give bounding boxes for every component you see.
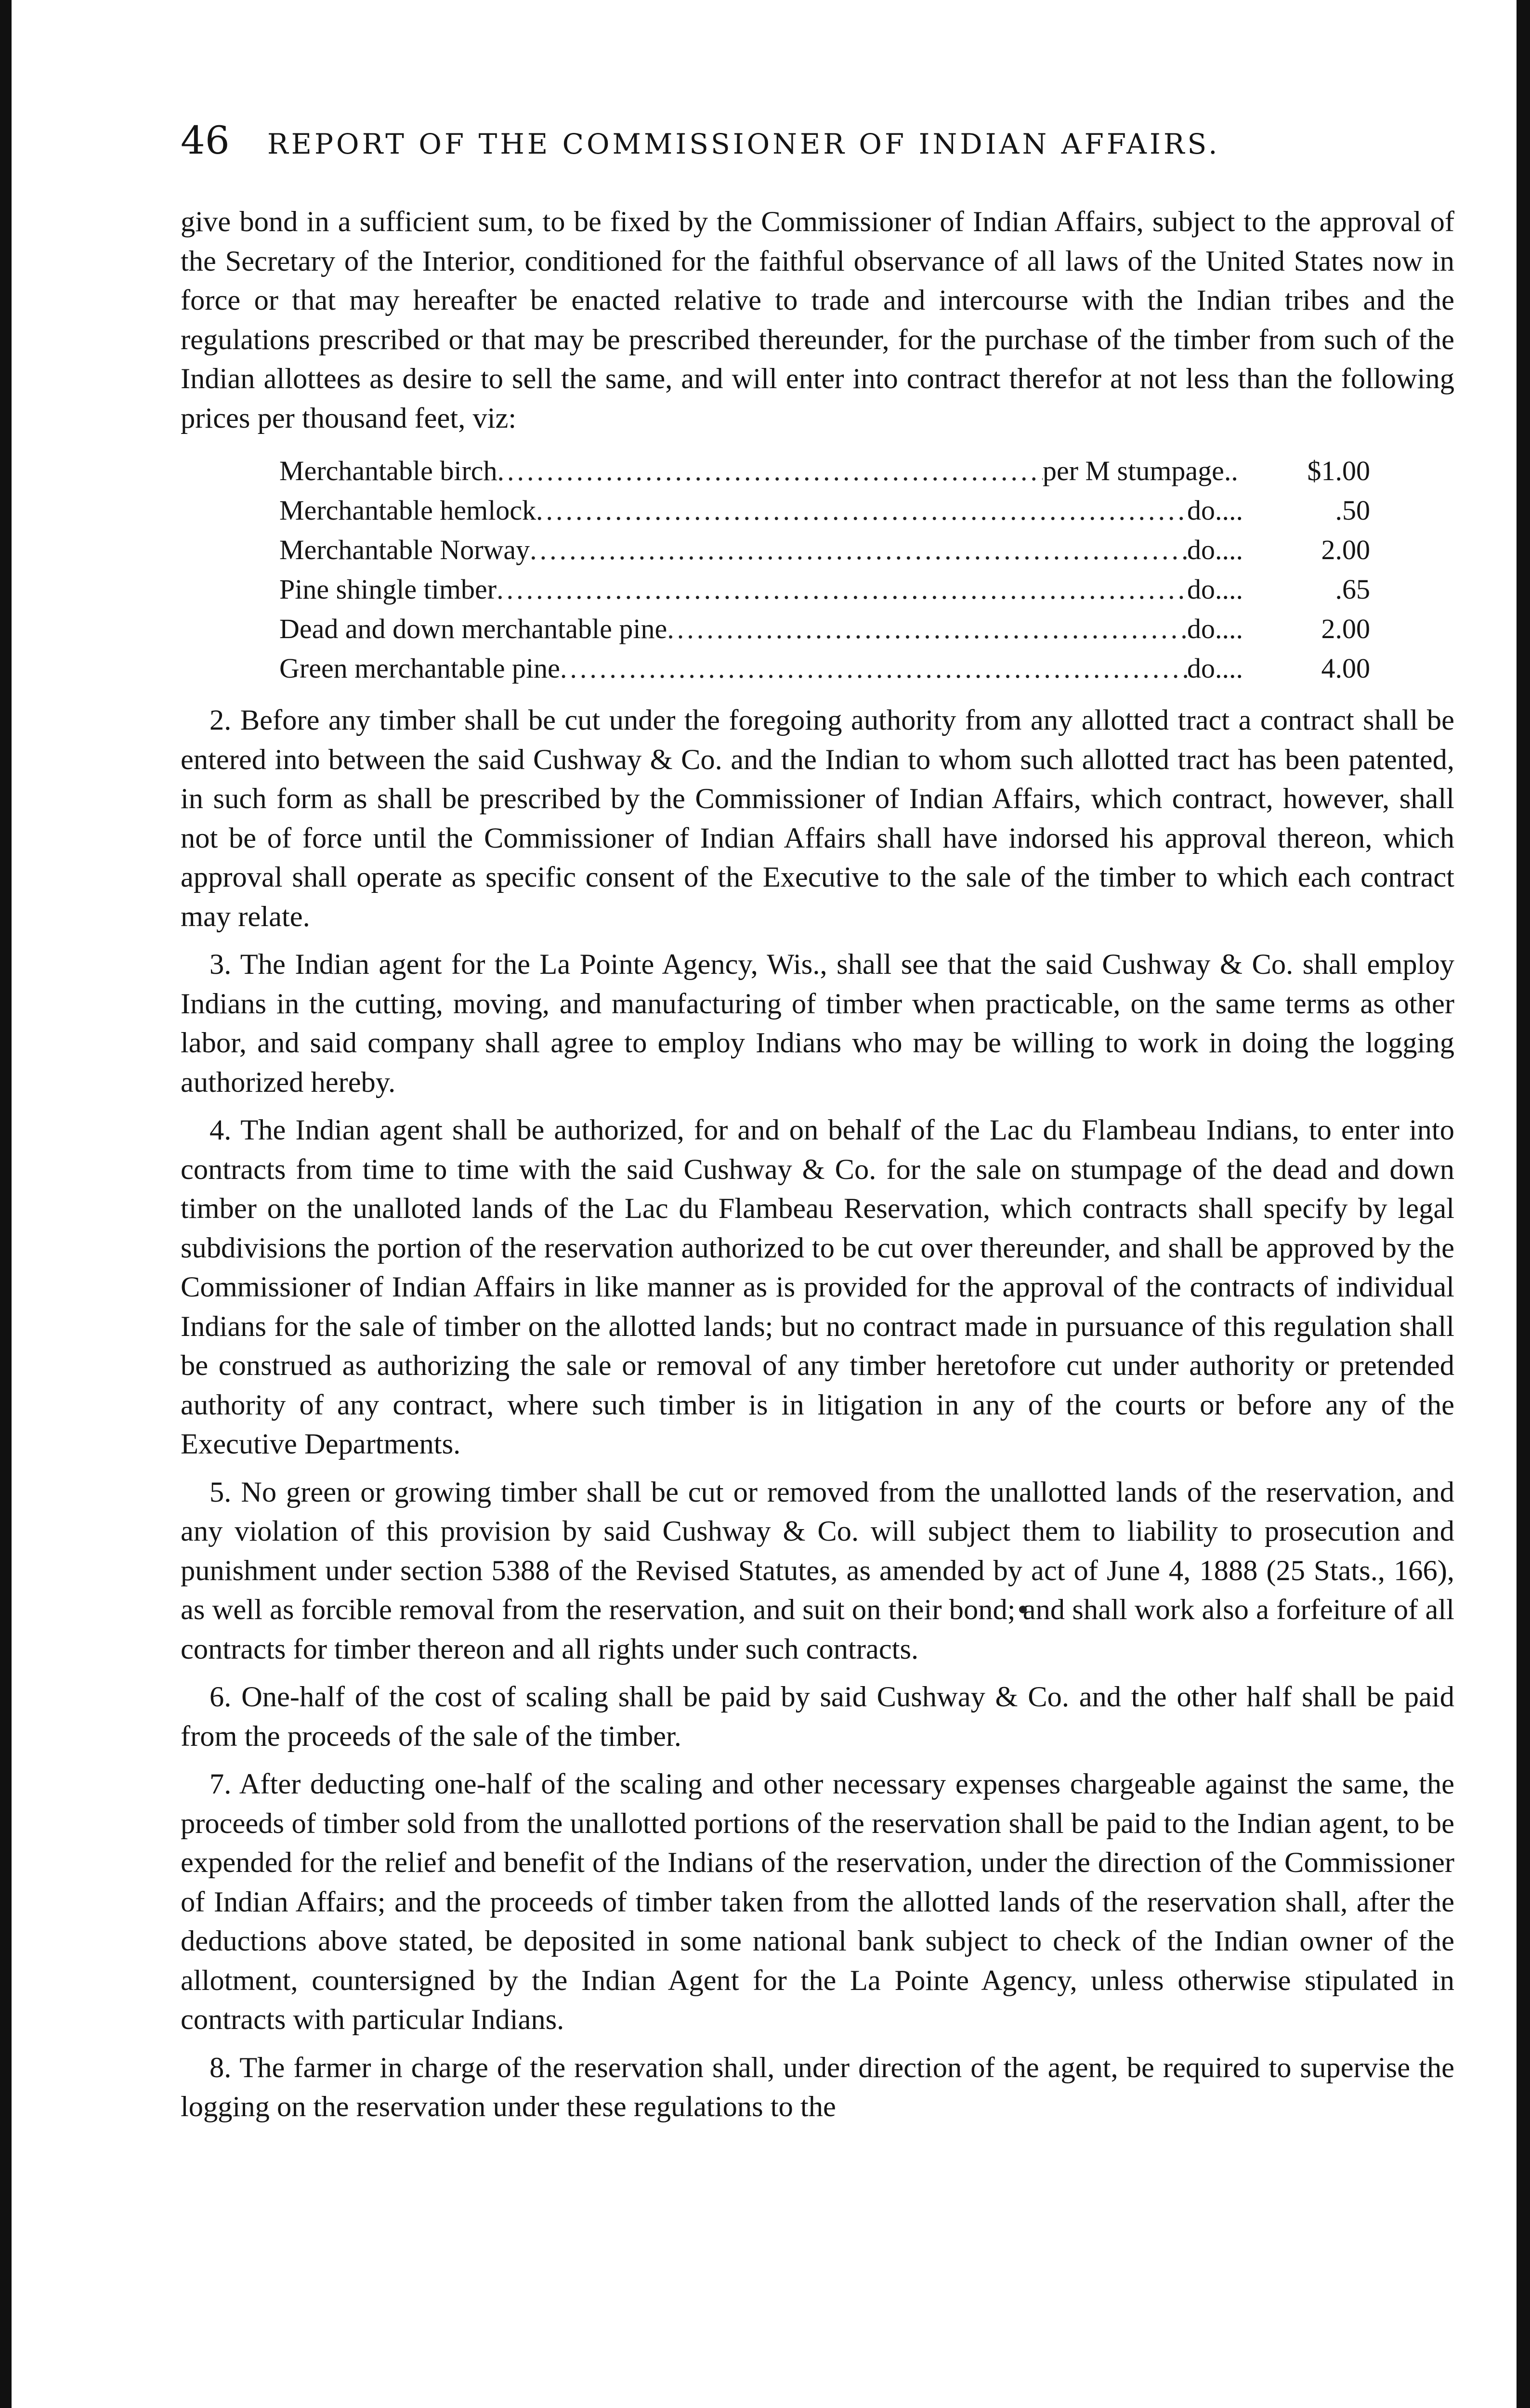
price-unit: per M stumpage.. xyxy=(1043,455,1238,486)
price-value: .50 xyxy=(1335,495,1370,526)
price-row xyxy=(279,451,1370,491)
dot-leader xyxy=(530,530,1187,570)
scan-edge-right xyxy=(1517,0,1530,2408)
paragraph-6: 6. One-half of the cost of scaling shall be paid by said Cushway & Co. and the other half shall be paid from the proceeds of the sale of the timber. xyxy=(181,1681,1454,1753)
price-value: 2.00 xyxy=(1321,613,1370,644)
price-row xyxy=(279,609,1370,649)
price-item: Pine shingle timber xyxy=(279,574,497,605)
page-header xyxy=(181,118,1457,166)
price-unit: do.... xyxy=(1187,495,1243,526)
price-unit: do.... xyxy=(1187,574,1243,605)
paragraph-3: 3. The Indian agent for the La Pointe Agency, Wis., shall see that the said Cushway & Co. shall employ Indians in the cutting, moving, and manufacturing of timber when practicable, on the same terms as other labor, and said company shall agree to employ Indians who may be willing to work in doing the logging authorized hereby. xyxy=(181,948,1454,1099)
dot-leader xyxy=(497,451,1043,491)
price-item: Dead and down merchantable pine xyxy=(279,613,667,644)
page-number: 46 xyxy=(181,118,230,163)
price-row xyxy=(279,491,1370,530)
price-row xyxy=(279,649,1370,688)
intro-paragraph: give bond in a sufficient sum, to be fixed by the Commissioner of Indian Affairs, subject to the approval of the Secretary of the Interior, conditioned for the faithful observance of all laws of the United States now in force or that may hereafter be enacted relative to trade and intercourse with the Indian tribes and the regulations prescribed or that may be prescribed thereunder, for the purchase of the timber from such of the Indian allottees as desire to sell the same, and will enter into contract therefor at not less than the following prices per thousand feet, viz: xyxy=(181,206,1454,434)
paragraph-8: 8. The farmer in charge of the reservation shall, under direction of the agent, be required to supervise the logging on the reservation under these regulations to the xyxy=(181,2051,1454,2123)
price-unit: do.... xyxy=(1187,653,1243,684)
scan-edge-left xyxy=(0,0,12,2408)
price-unit: do.... xyxy=(1187,613,1243,644)
price-value: $1.00 xyxy=(1307,455,1370,486)
price-item: Merchantable Norway xyxy=(279,534,530,565)
price-value: 2.00 xyxy=(1321,534,1370,565)
paragraph-7: 7. After deducting one-half of the scaling and other necessary expenses chargeable against the same, the proceeds of timber sold from the unallotted portions of the reservation shall be paid to the Indian agent, to be expended for the relief and benefit of the Indians of the reservation, under the direction of the Commissioner of Indian Affairs; and the proceeds of timber taken from the allotted lands of the reservation shall, after the deductions above stated, be deposited in some national bank subject to check of the Indian owner of the allotment, countersigned by the Indian Agent for the La Pointe Agency, unless otherwise stipulated in contracts with particular Indians. xyxy=(181,1768,1454,2036)
price-value: .65 xyxy=(1335,574,1370,605)
running-head: REPORT OF THE COMMISSIONER OF INDIAN AFFAIRS. xyxy=(267,128,1220,160)
price-row xyxy=(279,530,1370,570)
price-value: 4.00 xyxy=(1321,653,1370,684)
paragraph-2: 2. Before any timber shall be cut under the foregoing authority from any allotted tract a contract shall be entered into between the said Cushway & Co. and the Indian to whom such allotted tract has been patented, in such form as shall be prescribed by the Commissioner of Indian Affairs, which contract, however, shall not be of force until the Commissioner of Indian Affairs shall have indorsed his approval thereon, which approval shall operate as specific consent of the Executive to the sale of the timber to which each contract may relate. xyxy=(181,704,1454,933)
price-unit: do.... xyxy=(1187,534,1243,565)
paragraph-4: 4. The Indian agent shall be authorized, for and on behalf of the Lac du Flambeau Indians, to enter into contracts from time to time with the said Cushway & Co. for the sale on stumpage of the dead and down timber on the unalloted lands of the Lac du Flambeau Reservation, which contracts shall specify by legal subdivisions the portion of the reservation authorized to be cut over thereunder, and shall be approved by the Commissioner of Indian Affairs in like manner as is provided for the approval of the contracts of individual Indians for the sale of timber on the allotted lands; but no contract made in pursuance of this regulation shall be construed as authorizing the sale or removal of any timber heretofore cut under authority or pretended authority of any contract, where such timber is in litigation in any of the courts or before any of the Executive Departments. xyxy=(181,1114,1454,1460)
paragraph-5: 5. No green or growing timber shall be cut or removed from the unallotted lands of the reservation, and any violation of this provision by said Cushway & Co. will subject them to liability to prosecution and punishment under section 5388 of the Revised Statutes, as amended by act of June 4, 1888 (25 Stats., 166), as well as forcible removal from the reservation, and suit on their bond; and shall work also a forfeiture of all contracts for timber thereon and all rights under such contracts. xyxy=(181,1476,1454,1665)
dot-leader xyxy=(560,649,1187,688)
price-row xyxy=(279,570,1370,609)
price-item: Green merchantable pine xyxy=(279,653,560,684)
page-body xyxy=(181,202,1454,2127)
dot-leader xyxy=(497,570,1187,609)
price-item: Merchantable birch xyxy=(279,455,497,486)
price-item: Merchantable hemlock xyxy=(279,495,536,526)
dot-leader xyxy=(667,609,1187,649)
dot-leader xyxy=(536,491,1187,530)
price-table xyxy=(279,451,1370,688)
